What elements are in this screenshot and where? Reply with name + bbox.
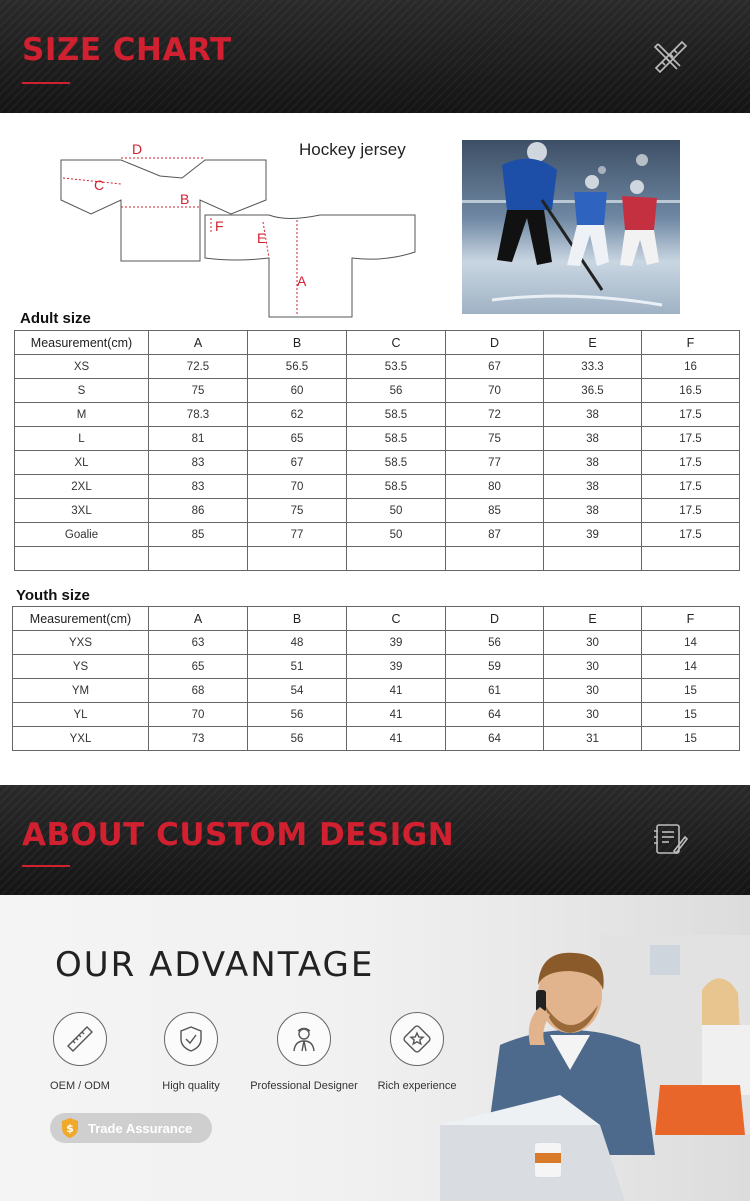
header-a: A: [149, 607, 248, 631]
feature-label: Professional Designer: [250, 1080, 358, 1092]
table-cell: 36.5: [544, 379, 642, 403]
table-cell: 67: [446, 355, 544, 379]
title-underline: [22, 82, 70, 84]
table-row: [15, 475, 740, 499]
table-cell: S: [15, 379, 149, 403]
table-cell: 65: [248, 427, 347, 451]
adult-size-label: Adult size: [20, 310, 91, 327]
design-document-icon: [652, 821, 688, 857]
table-cell: 70: [149, 703, 248, 727]
table-cell: 30: [544, 655, 642, 679]
table-cell: 63: [149, 631, 248, 655]
table-cell: 70: [446, 379, 544, 403]
table-cell: 2XL: [15, 475, 149, 499]
table-cell: 83: [149, 451, 248, 475]
table-row: [15, 355, 740, 379]
table-cell: 87: [446, 523, 544, 547]
table-cell: 56: [248, 703, 347, 727]
table-cell: 75: [446, 427, 544, 451]
table-cell: Goalie: [15, 523, 149, 547]
hockey-players-photo: [462, 140, 680, 314]
table-cell: 14: [642, 655, 740, 679]
table-cell: 38: [544, 451, 642, 475]
table-cell: 17.5: [642, 475, 740, 499]
table-row: [15, 499, 740, 523]
table-cell: [642, 547, 740, 571]
table-cell: YM: [13, 679, 149, 703]
custom-design-banner: [0, 785, 750, 895]
table-cell: 38: [544, 499, 642, 523]
table-row: [15, 451, 740, 475]
table-cell: 75: [248, 499, 347, 523]
designer-icon: [289, 1024, 319, 1054]
table-cell: 56: [347, 379, 446, 403]
table-cell: 53.5: [347, 355, 446, 379]
table-header-row: [15, 331, 740, 355]
header-b: B: [248, 607, 347, 631]
adult-size-table: [14, 330, 740, 571]
letter-A: A: [297, 273, 307, 289]
table-cell: L: [15, 427, 149, 451]
header-measurement: Measurement(cm): [15, 331, 149, 355]
letter-D: D: [132, 141, 143, 157]
youth-size-table: [12, 606, 740, 751]
table-cell: 31: [544, 727, 642, 751]
table-cell: 30: [544, 631, 642, 655]
header-c: C: [347, 607, 446, 631]
table-cell: 38: [544, 475, 642, 499]
table-cell: YL: [13, 703, 149, 727]
youth-size-label: Youth size: [16, 587, 90, 604]
header-a: A: [149, 331, 248, 355]
table-cell: 17.5: [642, 403, 740, 427]
title-underline: [22, 865, 70, 867]
jersey-label: Hockey jersey: [299, 140, 406, 159]
feature-label: High quality: [162, 1080, 220, 1092]
table-cell: 61: [446, 679, 544, 703]
header-d: D: [446, 607, 544, 631]
table-cell: 70: [248, 475, 347, 499]
header-e: E: [544, 607, 642, 631]
trade-assurance-badge[interactable]: [50, 1113, 212, 1143]
size-chart-banner: [0, 0, 750, 113]
feature-high-quality: [136, 1012, 246, 1092]
header-d: D: [446, 331, 544, 355]
table-cell: [544, 547, 642, 571]
table-cell: [347, 547, 446, 571]
letter-E: E: [257, 230, 267, 246]
feature-professional-designer: [249, 1012, 359, 1092]
table-cell: 3XL: [15, 499, 149, 523]
header-measurement: Measurement(cm): [13, 607, 149, 631]
table-cell: 56: [446, 631, 544, 655]
jersey-back-outline: [205, 215, 415, 317]
table-cell: 38: [544, 403, 642, 427]
table-cell: 78.3: [149, 403, 248, 427]
table-cell: 59: [446, 655, 544, 679]
table-cell: 15: [642, 727, 740, 751]
table-cell: XS: [15, 355, 149, 379]
header-b: B: [248, 331, 347, 355]
ruler-icon: [65, 1024, 95, 1054]
table-row: [15, 379, 740, 403]
feature-oem-odm: [25, 1012, 135, 1092]
table-cell: 15: [642, 679, 740, 703]
trade-assurance-label: Trade Assurance: [88, 1120, 193, 1136]
table-cell: 30: [544, 703, 642, 727]
advantage-section: [0, 895, 750, 1201]
table-cell: 17.5: [642, 451, 740, 475]
table-cell: 77: [446, 451, 544, 475]
table-cell: YXL: [13, 727, 149, 751]
table-cell: 65: [149, 655, 248, 679]
table-cell: [446, 547, 544, 571]
table-cell: 60: [248, 379, 347, 403]
table-cell: 72: [446, 403, 544, 427]
table-cell: 68: [149, 679, 248, 703]
table-row: [15, 523, 740, 547]
table-cell: 16: [642, 355, 740, 379]
table-row-empty: [15, 547, 740, 571]
table-cell: 77: [248, 523, 347, 547]
table-cell: 38: [544, 427, 642, 451]
header-e: E: [544, 331, 642, 355]
table-cell: 73: [149, 727, 248, 751]
table-cell: 85: [446, 499, 544, 523]
table-row: [13, 655, 740, 679]
table-cell: 58.5: [347, 427, 446, 451]
table-cell: M: [15, 403, 149, 427]
jersey-measurement-diagram: [55, 140, 425, 320]
table-cell: 86: [149, 499, 248, 523]
table-row: [15, 427, 740, 451]
table-cell: XL: [15, 451, 149, 475]
table-cell: 56.5: [248, 355, 347, 379]
table-cell: [248, 547, 347, 571]
table-cell: [15, 547, 149, 571]
table-header-row: [13, 607, 740, 631]
table-cell: 41: [347, 703, 446, 727]
table-row: [13, 679, 740, 703]
letter-F: F: [215, 218, 224, 234]
table-cell: 54: [248, 679, 347, 703]
feature-label: OEM / ODM: [50, 1080, 110, 1092]
table-cell: YS: [13, 655, 149, 679]
table-cell: [149, 547, 248, 571]
custom-design-title: ABOUT CUSTOM DESIGN: [22, 817, 455, 853]
table-row: [13, 727, 740, 751]
table-cell: 39: [544, 523, 642, 547]
table-cell: 14: [642, 631, 740, 655]
header-c: C: [347, 331, 446, 355]
svg-text:$: $: [66, 1122, 74, 1135]
table-cell: 15: [642, 703, 740, 727]
table-cell: 64: [446, 703, 544, 727]
table-cell: YXS: [13, 631, 149, 655]
table-cell: 56: [248, 727, 347, 751]
shield-check-icon: [176, 1024, 206, 1054]
table-cell: 58.5: [347, 403, 446, 427]
letter-B: B: [180, 191, 190, 207]
ruler-pencil-icon: [652, 38, 688, 74]
table-cell: 50: [347, 499, 446, 523]
table-cell: 58.5: [347, 475, 446, 499]
star-badge-icon: [402, 1024, 432, 1054]
table-cell: 64: [446, 727, 544, 751]
table-cell: 62: [248, 403, 347, 427]
businessman-on-phone-photo: [440, 895, 750, 1201]
table-cell: 72.5: [149, 355, 248, 379]
table-cell: 33.3: [544, 355, 642, 379]
header-f: F: [642, 331, 740, 355]
trade-assurance-shield-icon: [60, 1117, 80, 1139]
letter-C: C: [94, 177, 105, 193]
table-row: [13, 703, 740, 727]
feature-label: Rich experience: [377, 1080, 457, 1092]
table-cell: 80: [446, 475, 544, 499]
table-cell: 85: [149, 523, 248, 547]
table-row: [13, 631, 740, 655]
header-f: F: [642, 607, 740, 631]
table-cell: 75: [149, 379, 248, 403]
table-cell: 16.5: [642, 379, 740, 403]
table-cell: 83: [149, 475, 248, 499]
table-cell: 81: [149, 427, 248, 451]
table-cell: 51: [248, 655, 347, 679]
table-cell: 17.5: [642, 499, 740, 523]
table-cell: 41: [347, 679, 446, 703]
advantage-heading: OUR ADVANTAGE: [55, 945, 375, 985]
table-cell: 58.5: [347, 451, 446, 475]
table-cell: 30: [544, 679, 642, 703]
table-cell: 48: [248, 631, 347, 655]
table-cell: 39: [347, 631, 446, 655]
size-chart-title: SIZE CHART: [22, 32, 232, 68]
table-cell: 39: [347, 655, 446, 679]
table-row: [15, 403, 740, 427]
table-cell: 17.5: [642, 427, 740, 451]
table-cell: 67: [248, 451, 347, 475]
table-cell: 41: [347, 727, 446, 751]
table-cell: 17.5: [642, 523, 740, 547]
table-cell: 50: [347, 523, 446, 547]
